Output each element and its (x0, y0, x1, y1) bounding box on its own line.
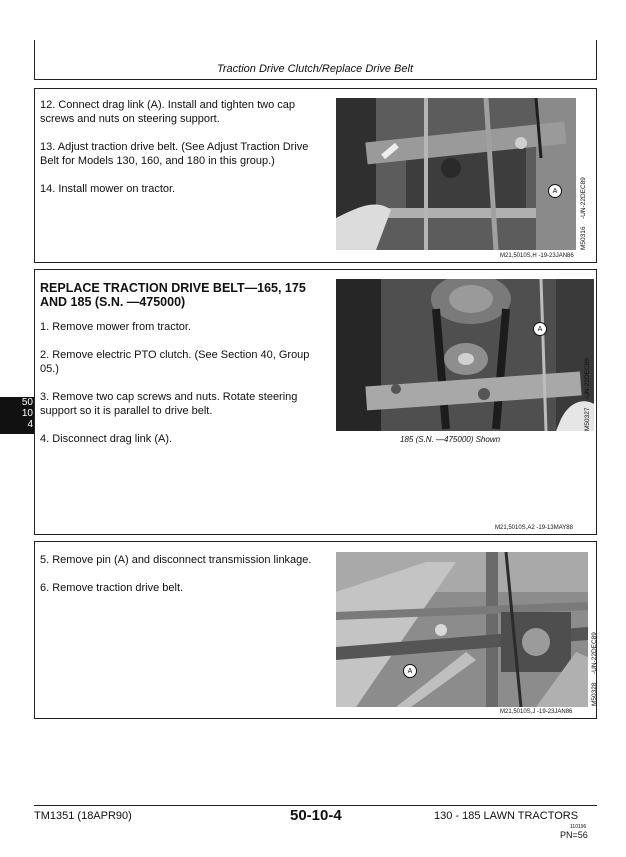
panel1-ref-code: M21,5010S,H -19-23JAN86 (500, 253, 574, 259)
step-12: 12. Connect drag link (A). Install and tighten two cap screws and nuts on steering support. (40, 99, 295, 125)
step-3: 3. Remove two cap screws and nuts. Rotate steering support so it is parallel to drive belt. (40, 391, 298, 417)
photo-image-number: M50327 (584, 407, 591, 431)
footer-page-number: 50-10-4 (290, 807, 342, 824)
side-tab-page: 4 (27, 419, 33, 430)
callout-a: A (403, 664, 417, 678)
step-14: 14. Install mower on tractor. (40, 183, 176, 195)
photo-side-code: -UN-22DEC89 (584, 358, 591, 400)
header-right-rule (596, 40, 597, 80)
footer-rule (34, 805, 597, 806)
step-13: 13. Adjust traction drive belt. (See Adjust Traction Drive Belt for Models 130, 160, and 180 in this group.) (40, 141, 309, 167)
callout-a: A (548, 184, 562, 198)
header-bottom-rule (34, 79, 597, 80)
section-side-tab (0, 397, 34, 434)
footer-product: 130 - 185 LAWN TRACTORS (434, 810, 579, 822)
photo-drag-link-connect-art (336, 98, 576, 250)
step-4: 4. Disconnect drag link (A). (40, 433, 173, 445)
panel3-ref-code: M21,5010S,J -19-23JAN86 (500, 709, 573, 715)
step-1: 1. Remove mower from tractor. (40, 321, 191, 333)
photo-side-code: -UN-22DEC89 (580, 177, 587, 219)
photo-drive-belt-area (336, 279, 594, 431)
step-5: 5. Remove pin (A) and disconnect transmission linkage. (40, 554, 312, 566)
page-header-title: Traction Drive Clutch/Replace Drive Belt (216, 63, 414, 75)
photo-transmission-linkage-art (336, 552, 588, 707)
section-title-line2: AND 185 (S.N. —475000) (40, 295, 186, 309)
photo-image-number: M50316 (580, 226, 587, 250)
panel-step-5-6 (34, 541, 597, 719)
footer-small-code: 110196 (570, 824, 587, 830)
callout-a: A (533, 322, 547, 336)
section-title-line1: REPLACE TRACTION DRIVE BELT—165, 175 (40, 281, 306, 295)
panel-step-12-14 (34, 88, 597, 263)
photo-drive-belt-area-art (336, 279, 594, 431)
photo-image-number: M50328 (591, 682, 598, 706)
footer-manual-id: TM1351 (18APR90) (34, 810, 132, 822)
footer-pn: PN=56 (560, 830, 588, 840)
panel2-ref-code: M21,5010S,A2 -19-13MAY88 (495, 525, 573, 531)
photo-caption: 185 (S.N. —475000) Shown (400, 435, 501, 444)
step-2: 2. Remove electric PTO clutch. (See Section 40, Group 05.) (40, 349, 310, 375)
photo-side-code: -UN-22DEC89 (591, 632, 598, 674)
panel-replace-traction-drive-belt (34, 269, 597, 535)
side-tab-group: 10 (21, 408, 33, 419)
step-6: 6. Remove traction drive belt. (40, 582, 184, 594)
photo-drag-link-connect (336, 98, 576, 250)
photo-transmission-linkage (336, 552, 588, 707)
side-tab-section: 50 (21, 397, 33, 408)
